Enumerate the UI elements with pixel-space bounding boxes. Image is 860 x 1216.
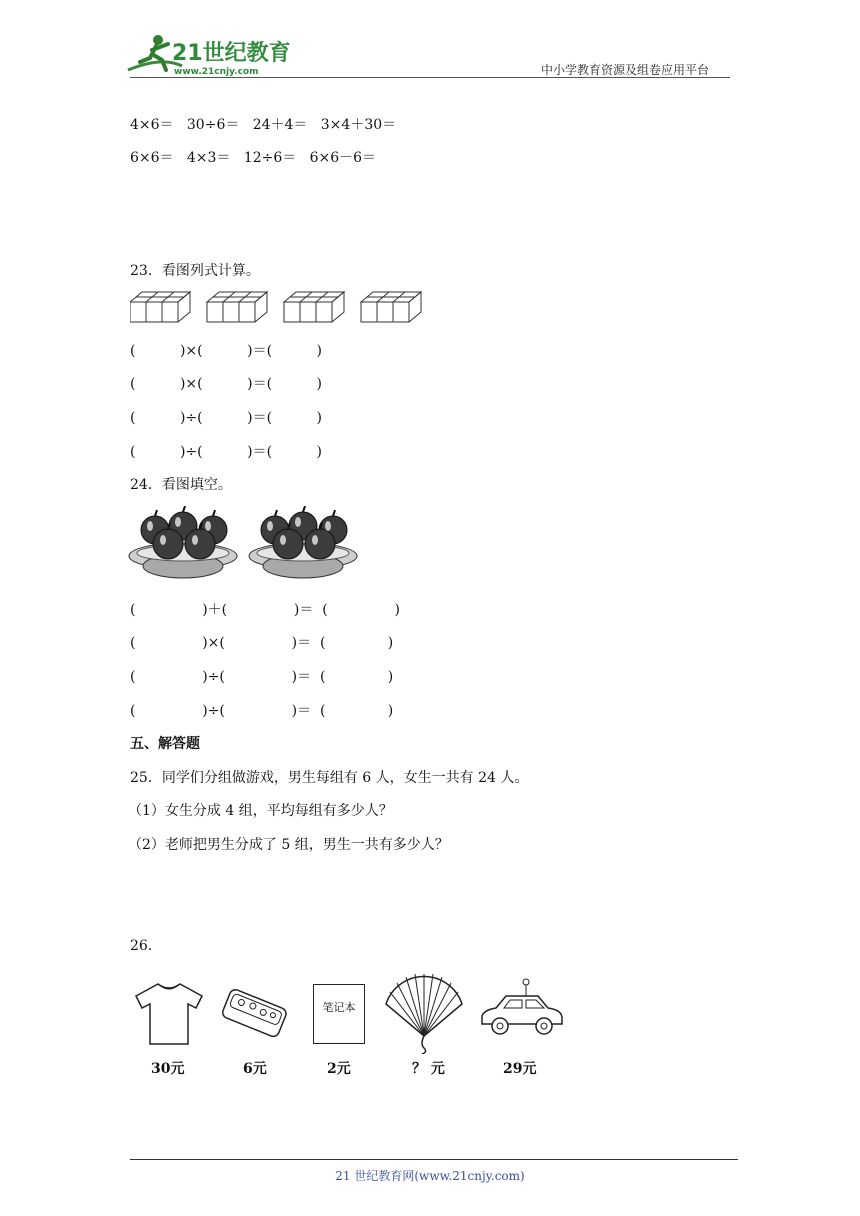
q24-line-2: ( )×( )＝ ( ) xyxy=(130,635,394,651)
q24-line-3: ( )÷( )＝ ( ) xyxy=(130,669,394,685)
q23-line-4: ( )÷( )＝( ) xyxy=(130,444,323,460)
notebook-icon xyxy=(313,984,365,1044)
notebook-label: 笔记本 xyxy=(322,1001,356,1014)
q24-line-4: ( )÷( )＝ ( ) xyxy=(130,703,394,719)
fan-icon xyxy=(384,974,464,1054)
q26-title: 26． xyxy=(130,938,162,954)
q24-apple-plates xyxy=(128,506,363,584)
q24-title: 24．看图填空。 xyxy=(130,477,232,493)
q23-title: 23．看图列式计算。 xyxy=(130,263,260,279)
header-platform-text: 中小学教育资源及组卷应用平台 xyxy=(541,63,710,77)
calc-line-1: 4×6＝ 30÷6＝ 24＋4＝ 3×4＋30＝ xyxy=(130,117,397,133)
cube-block-2 xyxy=(207,292,267,322)
tshirt-icon xyxy=(134,982,204,1046)
price-toy-car: 29元 xyxy=(503,1061,537,1077)
toy-car-icon xyxy=(478,978,566,1046)
q25-title: 25．同学们分组做游戏，男生每组有 6 人，女生一共有 24 人。 xyxy=(130,770,529,786)
brand-url: www.21cnjy.com xyxy=(174,67,259,77)
q23-line-2: ( )×( )＝( ) xyxy=(130,376,323,392)
cube-block-4 xyxy=(361,292,421,322)
apple-plate-1 xyxy=(129,506,237,578)
brand-text: 21世纪教育 xyxy=(172,41,291,66)
q23-line-3: ( )÷( )＝( ) xyxy=(130,410,323,426)
calc-line-2: 6×6＝ 4×3＝ 12÷6＝ 6×6－6＝ xyxy=(130,150,377,166)
price-pencil-case: 6元 xyxy=(243,1061,267,1077)
pencil-case-icon xyxy=(218,988,290,1040)
cube-block-3 xyxy=(284,292,344,322)
q23-figure xyxy=(130,290,430,326)
price-tshirt: 30元 xyxy=(151,1061,185,1077)
price-notebook: 2元 xyxy=(327,1061,351,1077)
site-logo xyxy=(122,30,292,80)
section-5-title: 五、解答题 xyxy=(130,736,200,752)
footer-divider xyxy=(130,1159,738,1160)
footer-text[interactable]: 21 世纪教育网(www.21cnjy.com) xyxy=(335,1169,525,1183)
apple-plate-2 xyxy=(249,506,357,578)
header-divider xyxy=(130,77,730,78)
q23-line-1: ( )×( )＝( ) xyxy=(130,343,323,359)
price-fan: ？ 元 xyxy=(412,1061,445,1077)
q25-sub2: （2）老师把男生分成了 5 组，男生一共有多少人？ xyxy=(128,837,449,853)
q24-line-1: ( )＋( )＝ ( ) xyxy=(130,602,400,618)
cube-block-1 xyxy=(130,292,190,322)
q25-sub1: （1）女生分成 4 组，平均每组有多少人？ xyxy=(128,803,393,819)
